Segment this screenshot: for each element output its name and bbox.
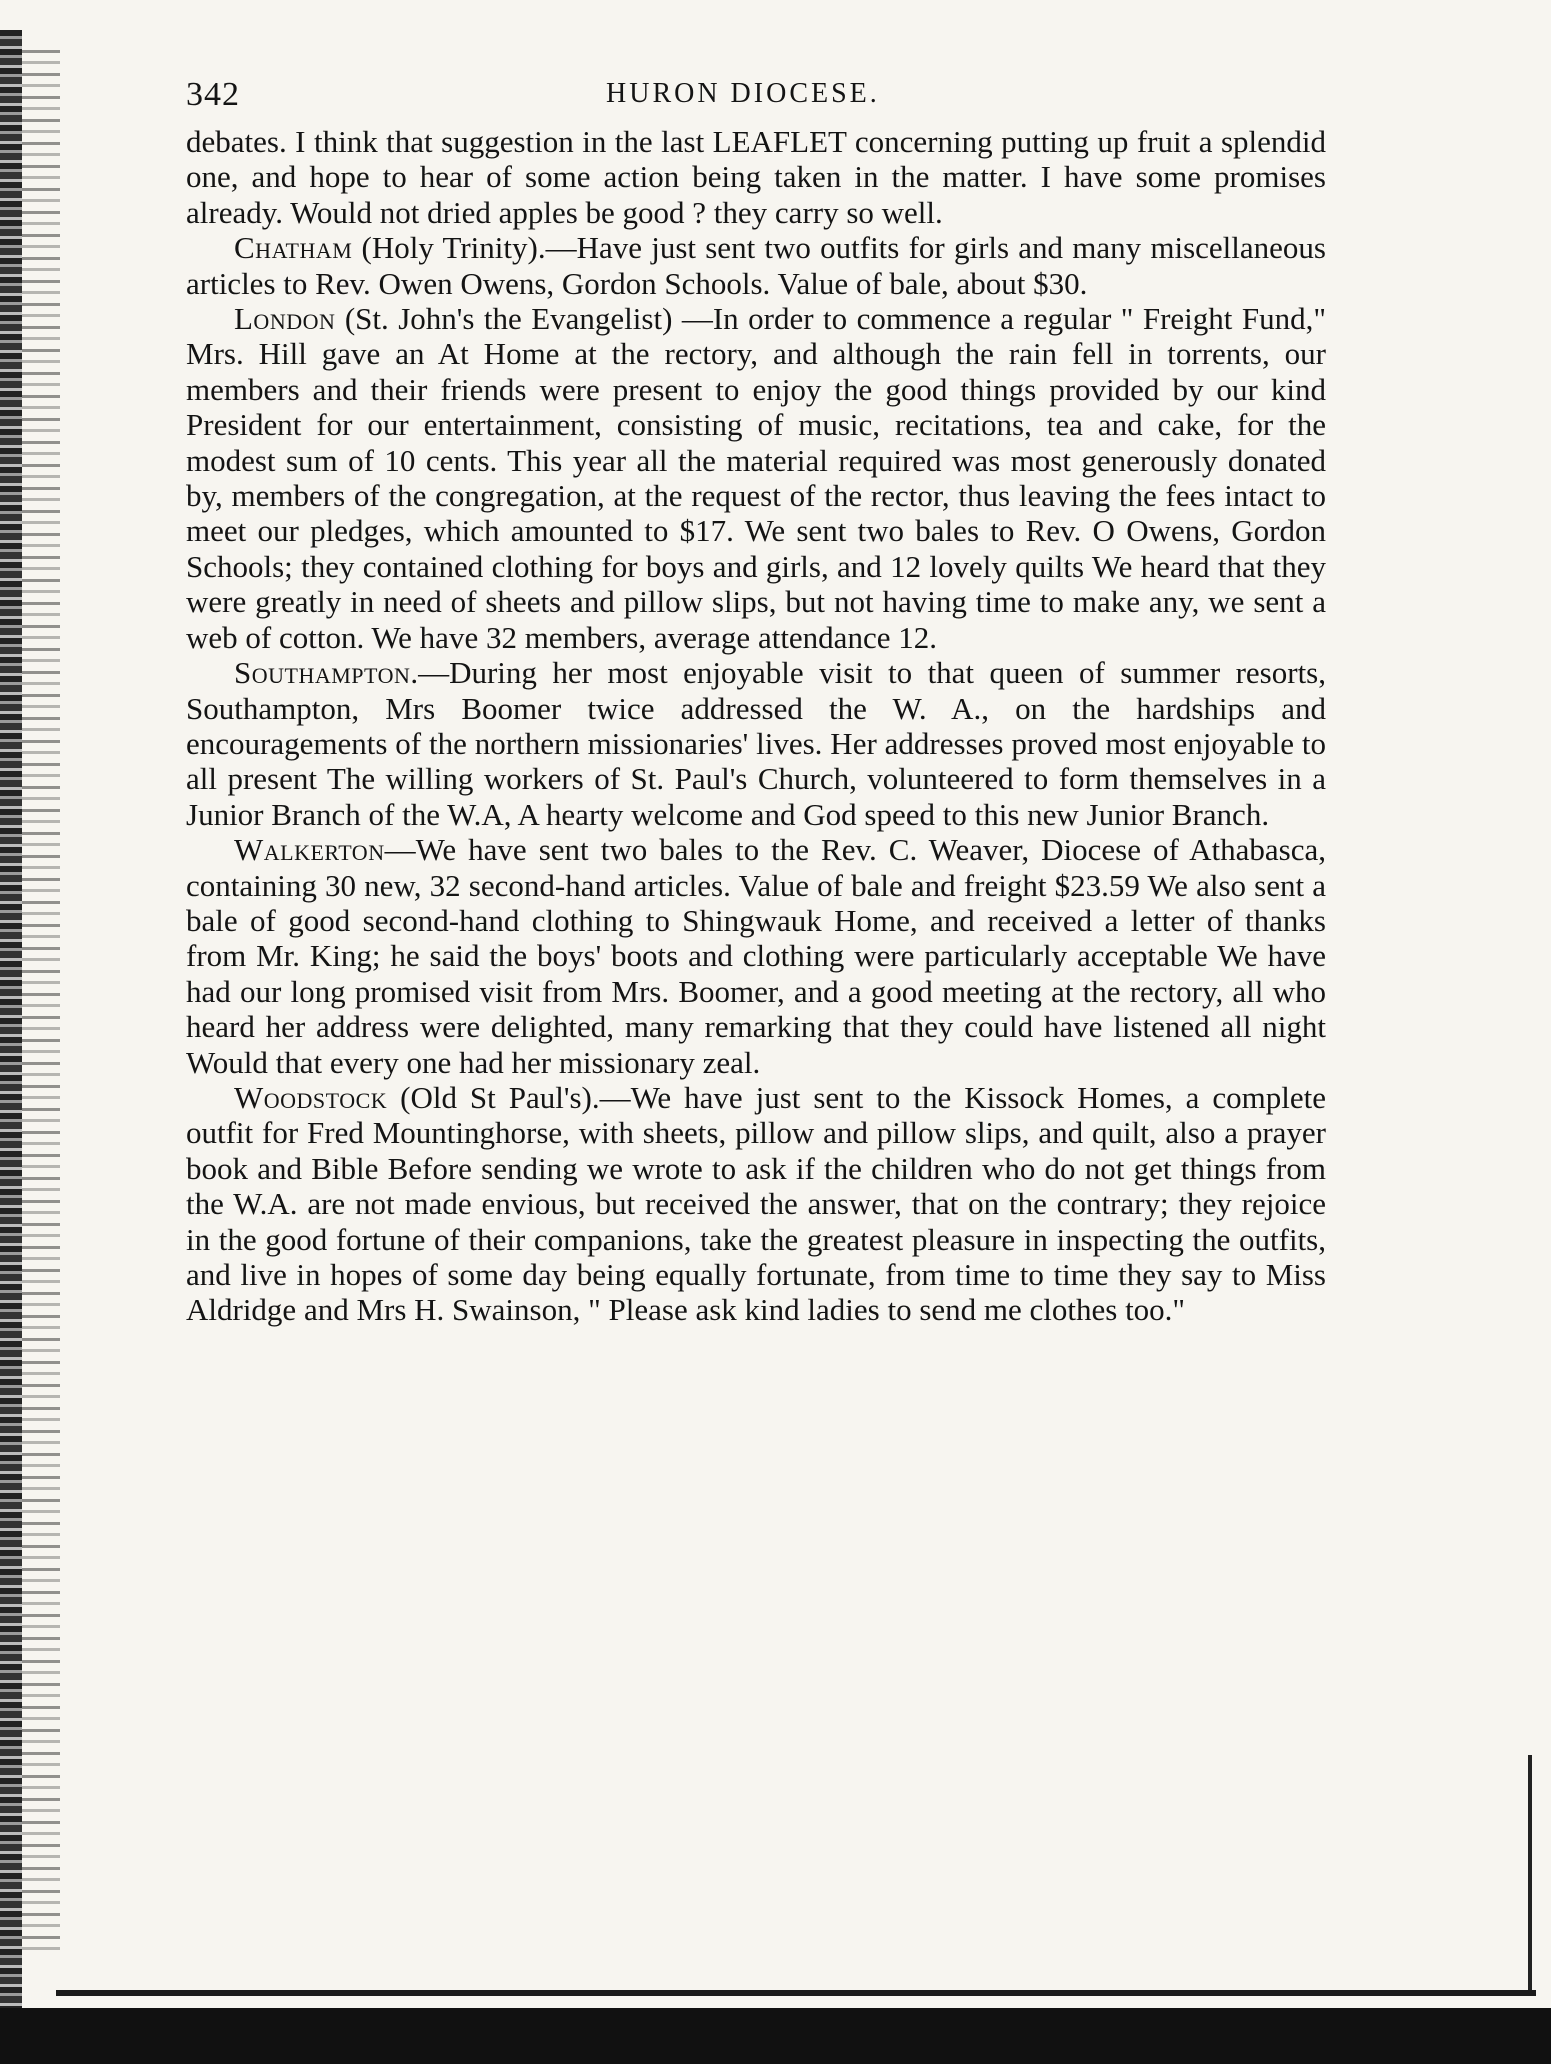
scan-binding-edge	[0, 30, 22, 2010]
paragraph-chatham	[186, 230, 1326, 301]
page-bottom-rule	[56, 1990, 1536, 1996]
body-text	[186, 124, 1326, 1328]
paragraph-woodstock	[186, 1080, 1326, 1328]
paragraph-heading: Southampton	[234, 655, 411, 691]
paragraph-heading: Woodstock	[234, 1079, 388, 1115]
page	[186, 72, 1326, 1328]
paragraph-text: (Holy Trinity).—Have just sent two outfits for girls and many miscellaneous articles to Rev. Owen Owens, Gordon Schools. Value of bale, about $30.	[186, 230, 1326, 301]
scan-bottom-border	[0, 2008, 1551, 2064]
scan-edge-mark	[1528, 1755, 1532, 1995]
paragraph-text: (St. John's the Evangelist) —In order to commence a regular " Freight Fund," Mrs. Hill gave an At Home at the rectory, and although the rain fell in torrents, our members and their friends were present to enjoy the good things provided by our kind President for our entertainment, consisting of music, recitations, tea and cake, for the modest sum of 10 cents. This year all the material required was most generously donated by, members of the congregation, at the request of the rector, thus leaving the fees intact to meet our pledges, which amounted to $17. We sent two bales to Rev. O Owens, Gordon Schools; they contained clothing for boys and girls, and 12 lovely quilts We heard that they were greatly in need of sheets and pillow slips, but not having time to make any, we sent a web of cotton. We have 32 members, average attendance 12.	[186, 301, 1326, 655]
paragraph-southampton	[186, 655, 1326, 832]
paragraph-london	[186, 301, 1326, 655]
paragraph-heading: London	[234, 301, 336, 337]
paragraph-text: —We have sent two bales to the Rev. C. Weaver, Diocese of Athabasca, containing 30 new, 32 second-hand articles. Value of bale and freight $23.59 We also sent a bale of good second-hand clothing to Shingwauk Home, and received a letter of thanks from Mr. King; he said the boys' boots and clothing were particularly acceptable We have had our long promised visit from Mrs. Boomer, and a good meeting at the rectory, all who heard her address were delighted, many remarking that they could have listened all night Would that every one had her missionary zeal.	[186, 832, 1326, 1080]
paragraph-text: debates. I think that suggestion in the last LEAFLET concerning putting up fruit a splendid one, and hope to hear of some action being taken in the matter. I have some promises already. Would not dried apples be good ? they carry so well.	[186, 124, 1326, 230]
paragraph-text: (Old St Paul's).—We have just sent to the Kissock Homes, a complete outfit for Fred Mountinghorse, with sheets, pillow and pillow slips, and quilt, also a prayer book and Bible Before sending we wrote to ask if the children who do not get things from the W.A. are not made envious, but received the answer, that on the contrary; they rejoice in the good fortune of their companions, take the greatest pleasure in inspecting the outfits, and live in hopes of some day being equally fortunate, from time to time they say to Miss Aldridge and Mrs H. Swainson, " Please ask kind ladies to send me clothes too."	[186, 1079, 1326, 1328]
scan-binding-shadow	[22, 50, 60, 1950]
paragraph-heading: Chatham	[234, 230, 353, 266]
paragraph-walkerton	[186, 832, 1326, 1080]
paragraph-text: .—During her most enjoyable visit to that queen of summer resorts, Southampton, Mrs Boomer twice addressed the W. A., on the hardships and encouragements of the northern missionaries' lives. Her addresses proved most enjoyable to all present The willing workers of St. Paul's Church, volunteered to form themselves in a Junior Branch of the W.A, A hearty welcome and God speed to this new Junior Branch.	[186, 655, 1326, 832]
page-number: 342	[186, 76, 240, 113]
running-title: HURON DIOCESE.	[606, 78, 880, 109]
running-head	[186, 72, 1326, 124]
paragraph-continuation	[186, 124, 1326, 230]
paragraph-heading: Walkerton	[234, 832, 385, 868]
